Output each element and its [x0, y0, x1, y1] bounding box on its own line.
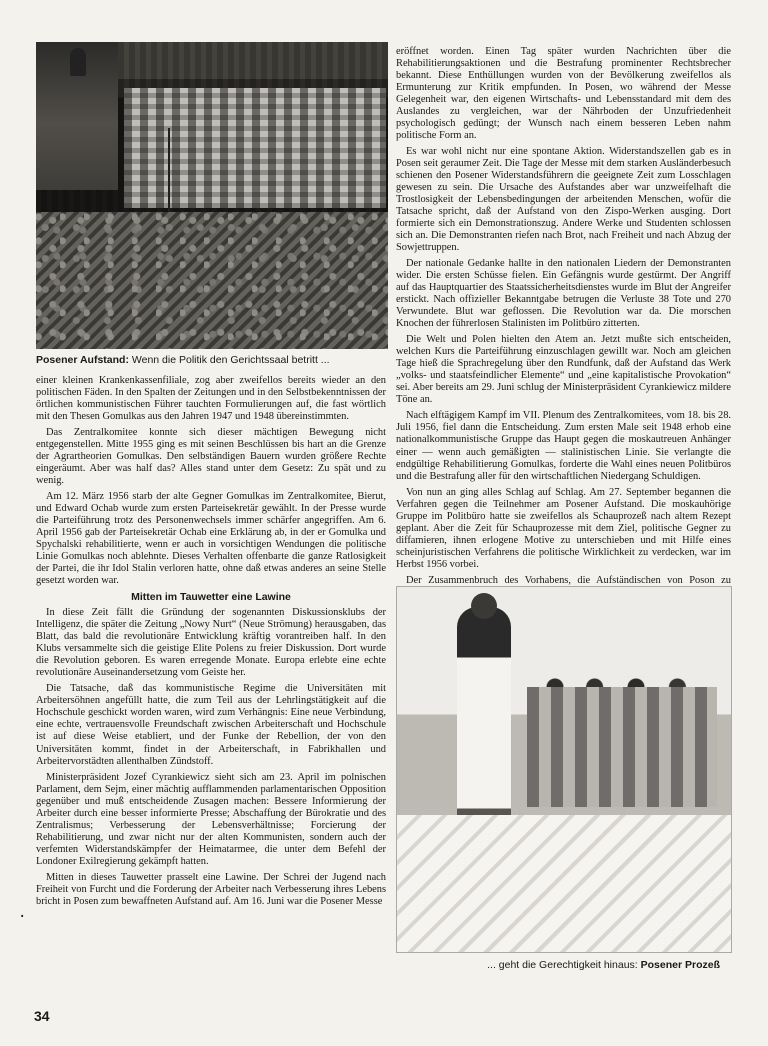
left-paragraph-5: Die Tatsache, daß das kommunistische Regime die Universitäten mit Arbeitersöhnen angefüllt hatte, die zum Teil aus der Lehrlingstätigkeit auf die Hochschule geschickt worden waren, wird zum Verhängnis: Eine neue Verbindung, eine echte, vertrauensvolle Freundschaft zwischen Arbeiterschaft und Hochschule ist auf diese Weise etabliert, und der Funke der Rebellion, der von den Universitäten kommt, findet in der Arbeiterschaft, in Fabrikhallen und Arbeitervorstädten allenthalben Zündstoff. — [36, 683, 386, 767]
right-text-column — [396, 46, 731, 615]
photo-tower-detail — [36, 42, 118, 190]
left-paragraph-1: einer kleinen Krankenkassenfiliale, zog aber zweifellos bereits wieder an den politischen Fäden. In den Spalten der Zeitungen und in den Selbstbekenntnissen der örtlichen kommunistischen Führer tauchten Formulierungen auf, die fast wörtlich mit den Thesen Gomulkas aus den Jahren 1947 und 1948 übereinstimmten. — [36, 375, 386, 423]
first-caption-text: Wenn die Politik den Gerichtssaal betritt ... — [131, 354, 330, 366]
right-paragraph-6: Von nun an ging alles Schlag auf Schlag. Am 27. September begannen die Verfahren gegen die Teilnehmer am Posener Aufstand. Die moskauhörige Gruppe im Politbüro hatte sie zweifellos als Schauprozeß nach altem Rezept geplant. Aber die Zeit für Schauprozesse mit dem Ziel, politische Gegner zu diffamieren, ihnen erlogene Motive zu unterschieben und mit Hilfe eines scheinjuristischen Verfahrens die politische Wirklichkeit zu verdecken, war im Herbst 1956 vorbei. — [396, 486, 731, 570]
second-caption-lead: Posener Prozeß — [640, 959, 720, 971]
right-paragraph-4: Die Welt und Polen hielten den Atem an. Jetzt mußte sich entscheiden, welchen Kurs die Parteiführung einzuschlagen gewillt war. Noch am gleichen Tage hieß die Sprachregelung über den Rundfunk, daß der Aufstand das Werk „volks- und staatsfeindlicher Elemente“ und „eine kapitalistische Provokation“ sei. Aber bereits am 29. Juni schlug der Ministerpräsident Cyrankiewicz mildere Töne an. — [396, 334, 731, 406]
photo-court-table — [397, 815, 731, 952]
left-paragraph-7: Mitten in dieses Tauwetter prasselt eine Lawine. Der Schrei der Jugend nach Freiheit von Furcht und die Forderung der Arbeiter nach Verbesserung ihres Lebens bricht in Posen zum bewaffneten Aufstand auf. Am 16. Juni war die Posener Messe — [36, 871, 386, 907]
left-paragraph-3: Am 12. März 1956 starb der alte Gegner Gomulkas im Zentralkomitee, Bierut, und Edward Ochab wurde zum ersten Parteisekretär gewählt. In der Presse wurde die Parteiführung trotz des Personenwechsels immer schärfer angegriffen. Am 6. April 1956 gab der Parteisekretär Ochab eine Erklärung ab, in der er Gomulka und Spychalski rehabilitierte, wenn er auch in vorsichtigen Wendungen die politische Linie Gomulkas noch ablehnte. Dieses Verhalten offenbarte die ganze Ratlosigkeit der Partei, die ihr Idol Stalin verloren hatte, ohne daß etwas anderes an seine Stelle gesetzt worden war. — [36, 491, 386, 587]
posen-uprising-photo — [36, 42, 388, 349]
section-subheading: Mitten im Tauwetter eine Lawine — [131, 591, 291, 604]
left-paragraph-2: Das Zentralkomitee konnte sich dieser mächtigen Bewegung nicht entgegenstellen. Mitte 1955 ging es mit seinen Beschlüssen bis hart an die Grenze der Agrartheorien Gomulkas. Den selbständigen Bauern wurden größere Rechte eingeräumt. Aber was half das? Alles stand unter dem Gesetz: Zu spät und zu wenig. — [36, 427, 386, 487]
photo-court-bench — [527, 687, 717, 807]
photo-crowd-detail — [36, 212, 388, 349]
left-paragraph-6: Ministerpräsident Jozef Cyrankiewicz sieht sich am 23. April im polnischen Parlament, dem Sejm, einer mächtig aufflammenden parlamentarischen Opposition gegenüber und muß entscheidende Zusagen machen: Bessere Informierung der Arbeiter durch eine besser informierte Presse; Abschaffung der Bürokratie und des Zentralismus; Verbesserung der Lebensverhältnisse; Forcierung der Rehabilitierung, und zwar nicht nur der alten Kommunisten, sondern auch der verfemten Widerstandskämpfer der Heimatarmee, die unter dem Befehl der Londoner Exilregierung gekämpft hatten. — [36, 771, 386, 867]
right-paragraph-1: eröffnet worden. Einen Tag später wurden Nachrichten über die Rehabilitierungsaktionen und die Bestrafung prominenter Rechtsbrecher bekannt. Diese Enthüllungen wurden von der Bevölkerung zweifellos als Ermunterung zur Kritik empfunden. In Posen, wo während der Messe Gelegenheit war, den eigenen Wirtschafts- und Lebensstandard mit dem des Auslandes zu vergleichen, war der Nährboden der Unzufriedenheit psychologisch gedüngt; der Wunsch nach einem besseren Leben nahm politische Form an. — [396, 46, 731, 142]
right-paragraph-5: Nach elftägigem Kampf im VII. Plenum des Zentralkomitees, vom 18. bis 28. Juli 1956, fiel dann die Entscheidung. Zum ersten Male seit 1948 erhob eine nationalkommunistische Gruppe das Haupt gegen die moskautreuen Anhänger einer — wenn auch gemäßigten — stalinistischen Linie. Sie verlangte die endgültige Rehabilitierung Gomulkas, forderte die Wahl eines neuen Politbüros und die Bestrafung aller für den wirtschaftlichen Niedergang Schuldigen. — [396, 410, 731, 482]
photo-flagpole-detail — [168, 128, 170, 218]
page-number: 34 — [34, 1008, 50, 1024]
posen-trial-photo — [396, 586, 732, 953]
second-photo-caption — [420, 959, 720, 971]
first-caption-lead: Posener Aufstand: — [36, 354, 129, 366]
right-paragraph-7: Der Zusammenbruch des Vorhabens, die Aufständischen von Poson zu — [406, 574, 731, 586]
margin-marker: · — [18, 909, 27, 925]
photo-building-detail — [124, 88, 386, 208]
first-photo-caption — [36, 355, 388, 367]
second-caption-text: ... geht die Gerechtigkeit hinaus: — [487, 959, 638, 971]
right-paragraph-2: Es war wohl nicht nur eine spontane Aktion. Widerstandszellen gab es in Posen seit geraumer Zeit. Die Tage der Messe mit dem starken Ausländerbesuch schienen den Posener Widerstandsführern die geeignete Zeit zum Losschlagen gewesen zu sein. Die Ursache des Aufstandes aber war unzweifelhaft die Trostlosigkeit der Lebensbedingungen der arbeitenden Menschen, wofür die Tatsache spricht, daß der Aufstand von den Zispo-Werken ausging. Dort formierte sich ein Demonstrationszug. Andere Werke und Studenten schlossen sich an. Die Demonstranten riefen nach Brot, nach Freiheit und nach Abzug der Sowjettruppen. — [396, 146, 731, 254]
right-paragraph-3: Der nationale Gedanke hallte in den nationalen Liedern der Demonstranten wider. Die ersten Schüsse fielen. Ein Gefängnis wurde gestürmt. Der Angriff auf das Hauptquartier des Staatssicherheitsdienstes wurde im Blut der Angreifer erstickt. Nach offizieller Bekanntgabe betrugen die Verluste 38 Tote und 270 Verwundete. Blut war geflossen. Die Revolution war da. Die morschen Knochen der führerlosen Stalinisten im Politbüro zitterten. — [396, 258, 731, 330]
left-text-column — [36, 375, 386, 912]
left-paragraph-4: In diese Zeit fällt die Gründung der sogenannten Diskussionsklubs der Intelligenz, die später die Zeitung „Nowy Nurt“ (Neue Strömung) herausgaben, das Blatt, das bald die revolutionäre Entwicklung kräftig vorantreiben half. In den Klubs versammelte sich die geistige Elite Polens zu freier Diskussion. Dort wurde die Revolution geboren. Es waren erregende Monate. Europa erlebte eine echte revolutionäre Auseinandersetzung vom Geiste her. — [36, 607, 386, 679]
